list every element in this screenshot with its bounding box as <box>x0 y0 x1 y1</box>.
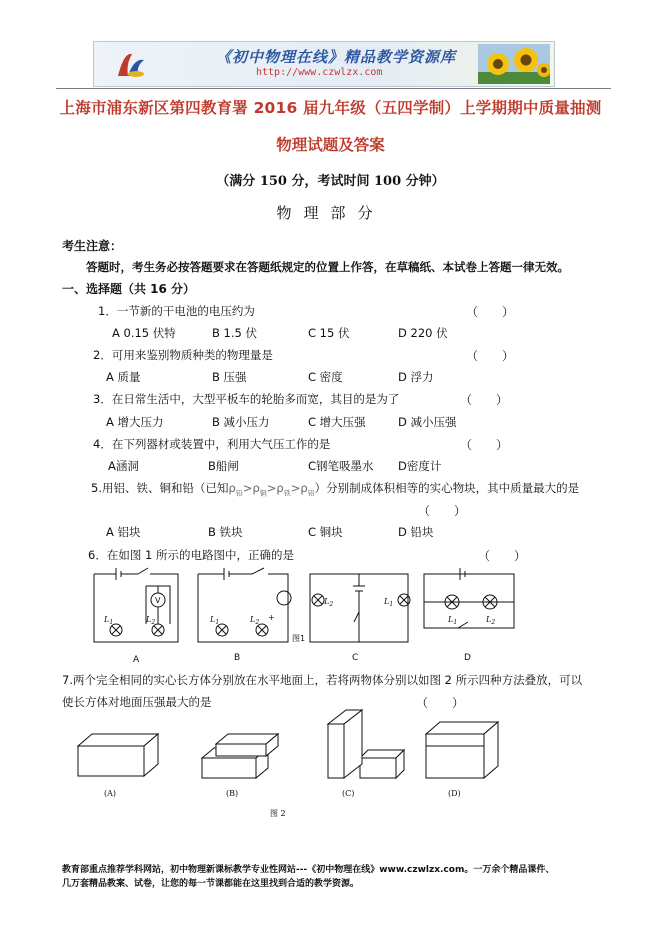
question-4-stem: 4．在下列器材或装置中，利用大气压工作的是 <box>93 437 331 451</box>
answer-bracket-2[interactable]: （ ） <box>466 349 515 363</box>
q5-option-c: C 铜块 <box>308 525 343 539</box>
q1-option-c: C 15 伏 <box>308 326 350 340</box>
q1-option-d: D 220 伏 <box>398 326 448 340</box>
q2-option-c: C 密度 <box>308 370 343 384</box>
q4-option-a: A涵洞 <box>108 459 139 473</box>
lamp-label: $L_1$ <box>104 615 114 626</box>
answer-bracket-3[interactable]: （ ） <box>460 393 509 407</box>
notice-heading: 考生注意： <box>62 239 123 253</box>
circuit-label-a: A <box>133 655 140 665</box>
q5-option-b: B 铁块 <box>208 525 243 539</box>
circuit-label-d: D <box>464 653 471 663</box>
plus-sign: + <box>268 613 275 622</box>
circuit-d[interactable] <box>424 568 514 628</box>
lamp-label: $L_2$ <box>486 615 496 626</box>
circuit-c[interactable] <box>310 574 410 642</box>
banner <box>93 41 555 87</box>
notice-text: 答题时，考生务必按答题要求在答题纸规定的位置上作答，在草稿纸、本试卷上答题一律无效。 <box>86 260 569 274</box>
figure-1-circuits <box>88 562 528 666</box>
exam-info: （满分 150 分，考试时间 100 分钟） <box>216 174 445 189</box>
block-label-d: (D) <box>448 789 461 798</box>
q3-option-b: B 减小压力 <box>212 415 270 429</box>
page-title-line2: 物理试题及答案 <box>276 136 385 154</box>
block-arrangement-a[interactable] <box>78 734 158 776</box>
q4-option-c: C钢笔吸墨水 <box>308 459 374 473</box>
q4-option-d: D密度计 <box>398 459 442 473</box>
lamp-label: $L_2$ <box>324 597 334 608</box>
q4-option-b: B船闸 <box>208 459 239 473</box>
answer-bracket-7[interactable]: （ ） <box>416 696 465 710</box>
banner-title: 《初中物理在线》精品教学资源库 <box>216 48 457 66</box>
q1-option-a: A 0.15 伏特 <box>112 326 176 340</box>
question-7-stem-line2: 使长方体对地面压强最大的是 <box>62 695 212 709</box>
lamp-label: $L_1$ <box>448 615 458 626</box>
q5-option-d: D 铅块 <box>398 525 434 539</box>
block-arrangement-b[interactable] <box>202 734 278 778</box>
logo-icon <box>114 48 148 80</box>
block-label-b: (B) <box>226 789 239 798</box>
block-arrangement-d[interactable] <box>426 722 498 778</box>
question-2-stem: 2．可用来鉴别物质种类的物理量是 <box>93 348 273 362</box>
section-title: 物理部分 <box>276 204 385 222</box>
question-5-stem: 5.用铝、铁、铜和铅（已知$\rho_铅>\rho_铜>\rho_铁>\rho_铝$）分别制成体积相等的实心物块，其中质量最大的是 <box>91 481 580 498</box>
question-3-stem: 3．在日常生活中，大型平板车的轮胎多而宽，其目的是为了 <box>93 392 400 406</box>
sunflower-icon <box>478 44 550 84</box>
footer-line-1: 教育部重点推荐学科网站，初中物理新课标教学专业性网站---《初中物理在线》www.czwlzx.com。一万余个精品课件、 <box>62 865 555 875</box>
q2-option-d: D 浮力 <box>398 370 434 384</box>
part-heading: 一、选择题（共 16 分） <box>62 282 196 296</box>
circuit-a[interactable] <box>94 568 178 642</box>
header-rule <box>56 88 611 89</box>
q2-option-a: A 质量 <box>106 370 141 384</box>
question-6-stem: 6．在如图 1 所示的电路图中，正确的是 <box>88 548 294 562</box>
block-label-a: (A) <box>104 789 117 798</box>
q3-option-a: A 增大压力 <box>106 415 164 429</box>
question-1-stem: 1．一节新的干电池的电压约为 <box>98 304 255 318</box>
answer-bracket-6[interactable]: （ ） <box>478 549 527 563</box>
footer-line-2: 几万套精品教案、试卷，让您的每一节课都能在这里找到合适的教学资源。 <box>62 879 360 889</box>
answer-bracket-1[interactable]: （ ） <box>466 305 515 319</box>
voltmeter-label: V <box>155 596 161 605</box>
q2-option-b: B 压强 <box>212 370 247 384</box>
q3-option-d: D 减小压强 <box>398 415 457 429</box>
lamp-label: $L_1$ <box>210 615 220 626</box>
circuit-label-b: B <box>234 653 241 663</box>
q1-option-b: B 1.5 伏 <box>212 326 257 340</box>
answer-bracket-4[interactable]: （ ） <box>460 438 509 452</box>
lamp-label: $L_2$ <box>250 615 260 626</box>
circuit-b[interactable] <box>198 568 291 642</box>
lamp-label: $L_1$ <box>384 597 394 608</box>
block-arrangement-c[interactable] <box>328 710 404 778</box>
circuit-label-c: C <box>352 653 359 663</box>
figure-1-caption: 图1 <box>292 634 306 643</box>
block-label-c: (C) <box>342 789 355 798</box>
footer <box>62 863 602 891</box>
banner-url[interactable]: http://www.czwlzx.com <box>256 67 383 78</box>
lamp-label: $L_2$ <box>146 615 156 626</box>
question-7-stem: 7.两个完全相同的实心长方体分别放在水平地面上，若将两物体分别以如图 2 所示四种方法叠放，可以 <box>62 673 583 687</box>
q5-option-a: A 铝块 <box>106 525 141 539</box>
figure-2-caption: 图 2 <box>270 809 286 818</box>
page-title: 上海市浦东新区第四教育署 2016 届九年级（五四学制）上学期期中质量抽测 <box>59 99 602 117</box>
answer-bracket-5[interactable]: （ ） <box>418 504 467 518</box>
q3-option-c: C 增大压强 <box>308 415 366 429</box>
figure-2-blocks <box>70 706 510 820</box>
